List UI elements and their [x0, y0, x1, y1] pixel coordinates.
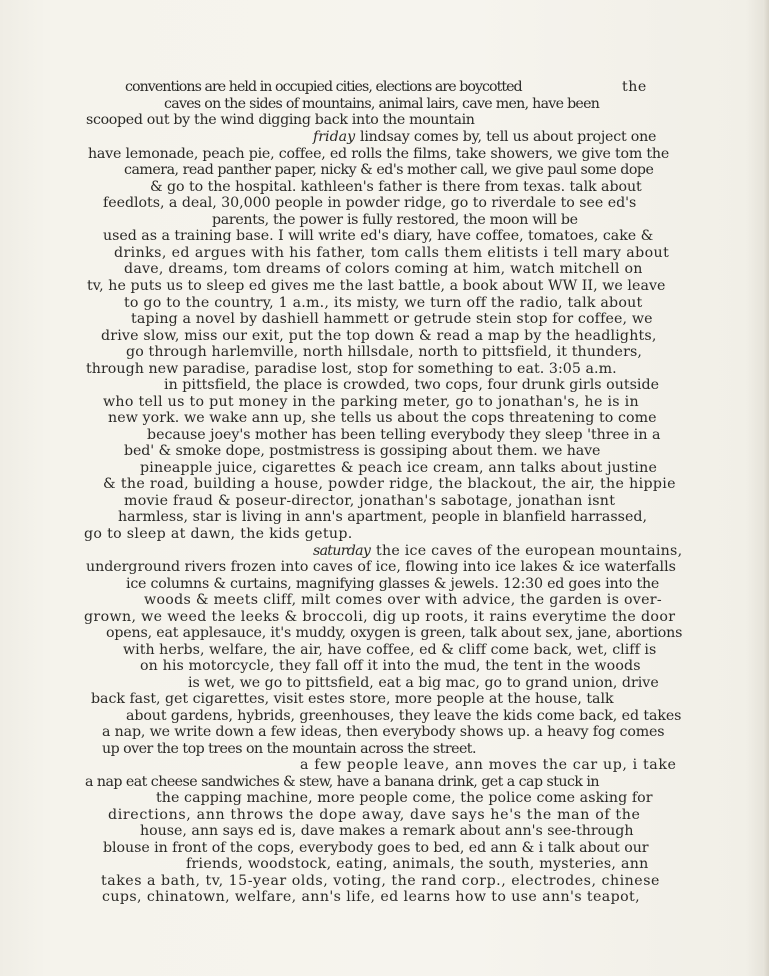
text-line: drinks, ed argues with his father, tom calls them elitists i tell mary about — [114, 245, 670, 261]
text-line: grown, we weed the leeks & broccoli, dig up roots, it rains everytime the door — [84, 609, 676, 625]
text-line: because joey's mother has been telling everybody they sleep 'three in a — [147, 427, 661, 443]
text-line: movie fraud & poseur-director, jonathan's sabotage, jonathan isnt — [124, 493, 616, 509]
text-line: in pittsfield, the place is crowded, two cops, four drunk girls outside — [164, 377, 660, 393]
day-heading-saturday: saturday — [313, 543, 371, 559]
text-line: blouse in front of the cops, everybody goes to bed, ed ann & i talk about our — [103, 840, 649, 856]
text-line: scooped out by the wind digging back into the mountain — [86, 112, 475, 128]
text-line: conventions are held in occupied cities, elections are boycotted — [125, 79, 522, 95]
text-line: drive slow, miss our exit, put the top down & read a map by the headlights, — [101, 328, 657, 344]
text-line: go through harlemville, north hillsdale, north to pittsfield, it thunders, — [126, 344, 643, 360]
text-line: the ice caves of the european mountains, — [376, 543, 683, 559]
text-line: a nap eat cheese sandwiches & stew, have a banana drink, get a cap stuck in — [85, 774, 599, 790]
text-line: who tell us to put money in the parking meter, go to jonathan's, he is in — [103, 394, 639, 410]
text-line: about gardens, hybrids, greenhouses, they leave the kids come back, ed takes — [126, 708, 682, 724]
text-line: used as a training base. I will write ed's diary, have coffee, tomatoes, cake & — [103, 228, 654, 244]
text-line: underground rivers frozen into caves of ice, flowing into ice lakes & ice waterfalls — [86, 559, 676, 575]
text-line: caves on the sides of mountains, animal lairs, cave men, have been — [164, 96, 600, 112]
text-line: tv, he puts us to sleep ed gives me the last battle, a book about WW II, we leave — [87, 278, 666, 294]
text-line: with herbs, welfare, the air, have coffee, ed & cliff come back, wet, cliff is — [123, 642, 657, 658]
text-line: opens, eat applesauce, it's muddy, oxygen is green, talk about sex, jane, abortions — [106, 625, 683, 641]
text-line: feedlots, a deal, 30,000 people in powder ridge, go to riverdale to see ed's — [103, 195, 637, 211]
text-line: cups, chinatown, welfare, ann's life, ed learns how to use ann's teapot, — [102, 889, 641, 905]
text-line: lindsay comes by, tell us about project one — [360, 129, 657, 145]
text-line: harmless, star is living in ann's apartment, people in blanfield harrassed, — [118, 509, 648, 525]
text-line: taping a novel by dashiell hammett or getrude stein stop for coffee, we — [131, 311, 653, 327]
text-line: is wet, we go to pittsfield, eat a big mac, go to grand union, drive — [188, 675, 659, 691]
day-heading-friday: friday — [313, 129, 356, 145]
text-line: dave, dreams, tom dreams of colors coming at him, watch mitchell on — [124, 261, 643, 277]
text-line: back fast, get cigarettes, visit estes store, more people at the house, talk — [91, 691, 614, 707]
text-line: go to sleep at dawn, the kids getup. — [84, 526, 353, 542]
text-line: parents, the power is fully restored, the moon will be — [212, 212, 578, 228]
text-line: ice columns & curtains, magnifying glasses & jewels. 12:30 ed goes into the — [126, 576, 660, 592]
text-line: the — [622, 79, 647, 95]
text-line: directions, ann throws the dope away, dave says he's the man of the — [108, 807, 641, 823]
text-line: up over the top trees on the mountain across the street. — [102, 741, 476, 757]
text-line: the capping machine, more people come, the police come asking for — [156, 790, 653, 806]
text-line: on his motorcycle, they fall off it into the mud, the tent in the woods — [140, 658, 641, 674]
text-line: to go to the country, 1 a.m., its misty, we turn off the radio, talk about — [124, 295, 643, 311]
text-line: a few people leave, ann moves the car up, i take — [300, 757, 677, 773]
text-line: friends, woodstock, eating, animals, the south, mysteries, ann — [186, 856, 649, 872]
text-line: pineapple juice, cigarettes & peach ice cream, ann talks about justine — [140, 460, 658, 476]
text-line: & go to the hospital. kathleen's father is there from texas. talk about — [150, 179, 642, 195]
text-line: camera, read panther paper, nicky & ed's mother call, we give paul some dope — [124, 162, 654, 178]
text-line: new york. we wake ann up, she tells us about the cops threatening to come — [108, 410, 657, 426]
text-line: takes a bath, tv, 15-year olds, voting, the rand corp., electrodes, chinese — [101, 873, 660, 889]
text-line: through new paradise, paradise lost, stop for something to eat. 3:05 a.m. — [86, 361, 617, 377]
text-line: house, ann says ed is, dave makes a remark about ann's see-through — [140, 823, 634, 839]
text-line: have lemonade, peach pie, coffee, ed rolls the films, take showers, we give tom the — [88, 146, 670, 162]
text-line: a nap, we write down a few ideas, then everybody shows up. a heavy fog comes — [102, 724, 665, 740]
text-line: bed' & smoke dope, postmistress is gossiping about them. we have — [124, 443, 601, 459]
page-edge-shadow — [763, 0, 769, 976]
text-line: woods & meets cliff, milt comes over with advice, the garden is over- — [144, 592, 662, 608]
text-line: & the road, building a house, powder ridge, the blackout, the air, the hippie — [103, 476, 676, 492]
